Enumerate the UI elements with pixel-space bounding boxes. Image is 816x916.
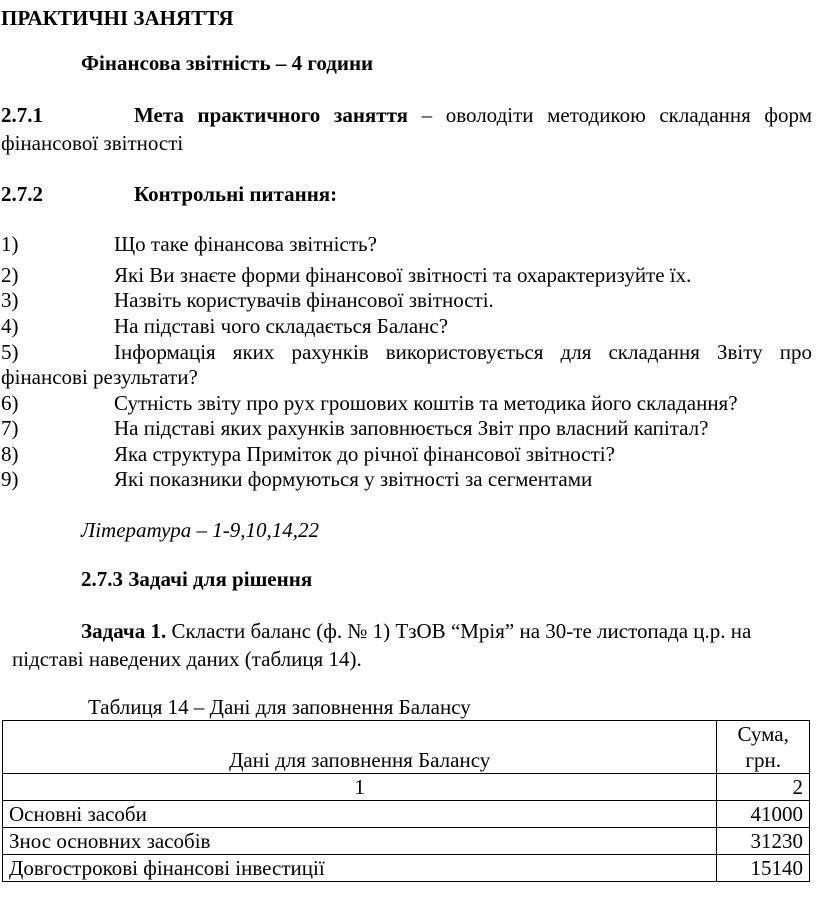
table-caption: Таблиця 14 – Дані для заповнення Балансу (88, 695, 471, 719)
table-row: Довгострокові фінансові інвестиції 15140 (3, 855, 810, 882)
goal-text-2: фінансової звітності (1, 131, 184, 155)
page-subtitle: Фінансова звітність – 4 години (81, 51, 374, 75)
tasks-heading: 2.7.3 Задачі для рішення (81, 567, 313, 591)
header-cell-sum: Сума, грн. (717, 721, 810, 774)
list-item-continuation: фінансові результати? (1, 365, 198, 389)
page-title: ПРАКТИЧНІ ЗАНЯТТЯ (1, 6, 234, 30)
table-row: Знос основних засобів 31230 (3, 828, 810, 855)
task-1-label: Задача 1. (81, 619, 167, 643)
goal-label: Мета практичного заняття (134, 103, 408, 127)
goal-number: 2.7.1 (1, 103, 43, 127)
task-1-line1 (81, 618, 751, 644)
header-cell-data: Дані для заповнення Балансу (3, 721, 717, 774)
table-index-row: 1 2 (3, 774, 810, 801)
table-header-row (3, 721, 810, 774)
control-number: 2.7.2 (1, 182, 43, 206)
task-1-text-1: Скласти баланс (ф. № 1) ТзОВ “Мрія” на 30-те листопада ц.р. на (166, 619, 752, 643)
goal-line1 (134, 102, 812, 128)
literature-reference: Література – 1-9,10,14,22 (81, 518, 319, 542)
task-1-text-2: підставі наведених даних (таблиця 14). (12, 647, 362, 671)
data-table (2, 720, 810, 882)
table-row: Основні засоби 41000 (3, 801, 810, 828)
goal-text-1: – оволодіти методикою складання форм (408, 103, 812, 127)
control-label: Контрольні питання: (134, 182, 338, 206)
